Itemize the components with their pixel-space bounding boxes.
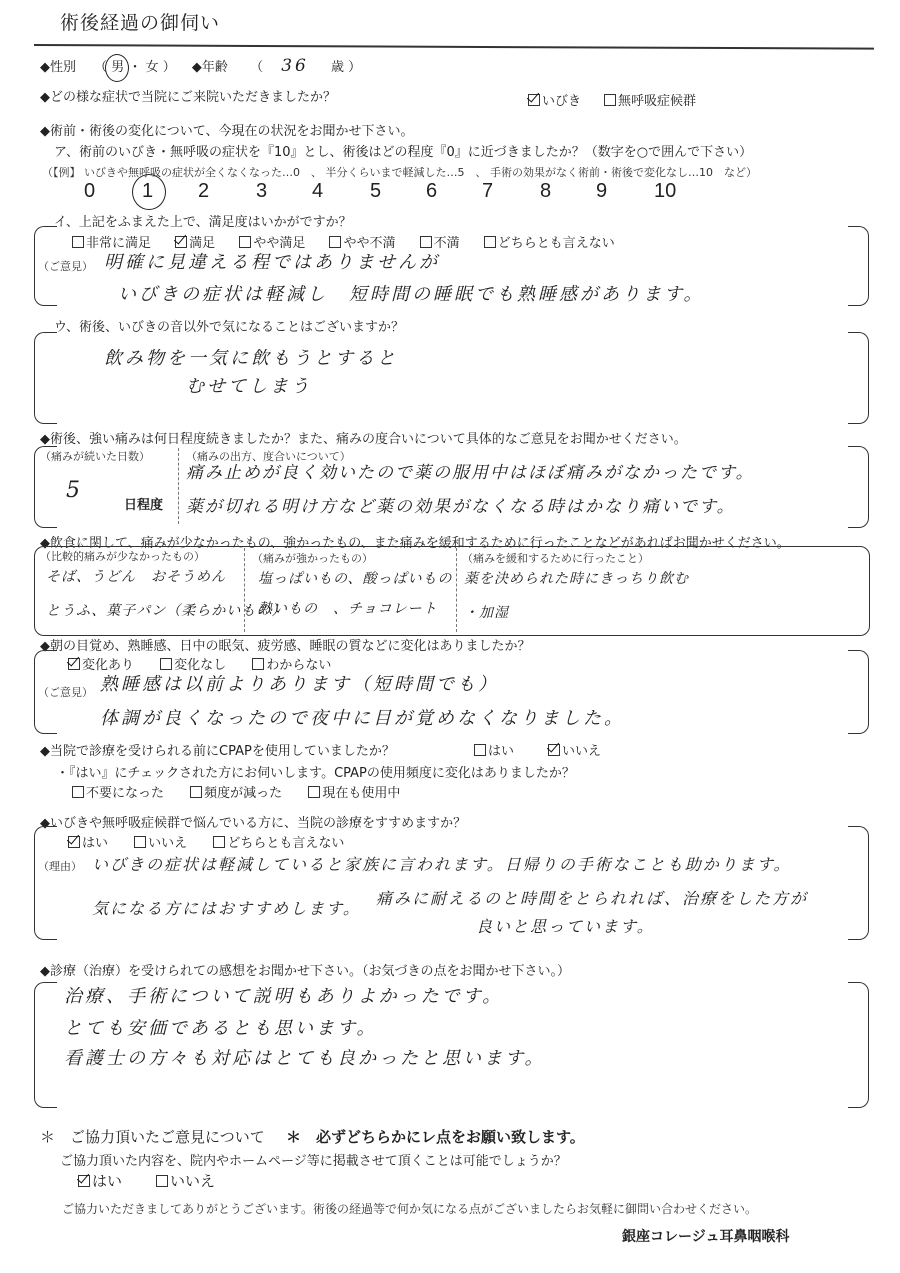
impression-question: ◆診療（治療）を受けられての感想をお聞かせ下さい。（お気づきの点をお聞かせ下さい。） (40, 964, 570, 979)
checkbox-checked-icon (68, 836, 80, 848)
age-value[interactable]: 36 (281, 56, 309, 76)
checkbox-checked-icon (548, 744, 560, 756)
food-col2-line-1[interactable]: 塩っぱいもの、酸っぱいもの (258, 571, 453, 587)
sex-close: ） (162, 60, 176, 75)
consent-option-no[interactable]: いいえ (156, 1170, 215, 1191)
scale-option-1[interactable]: 1 (142, 180, 154, 202)
other-question: ウ、術後、いびきの音以外で気になることはございますか？ (54, 320, 404, 335)
recommend-options (68, 832, 344, 851)
checkbox-icon (190, 786, 202, 798)
satisfaction-bracket-right (848, 226, 869, 306)
satisfaction-option-dis[interactable]: 不満 (420, 236, 460, 251)
satisfaction-opinion-line-2[interactable]: いびきの症状は軽減し 短時間の睡眠でも熟睡感があります。 (118, 284, 705, 305)
pain-detail-line-1[interactable]: 痛み止めが良く効いたので薬の服用中はほぼ痛みがなかったです。 (186, 463, 755, 483)
recommend-bracket-left (34, 826, 57, 940)
sex-label: ◆性別 (40, 60, 76, 75)
recommend-reason-label: （理由） (38, 860, 82, 873)
food-col2-line-2[interactable]: 熱いもの 、チョコレート (258, 601, 438, 617)
consent-heading-2: ＊ 必ずどちらかにレ点をお願い致します。 (286, 1128, 585, 1146)
satisfaction-opinion-label: （ご意見） (38, 260, 93, 273)
pain-detail-label: （痛みの出方、度合いについて） (186, 450, 351, 463)
cpap-sub-options (72, 782, 400, 801)
sex-open: （ (94, 60, 108, 75)
morning-opinion-line-2[interactable]: 体調が良くなったので夜中に目が覚めなくなりました。 (100, 708, 625, 729)
scale-option-10[interactable]: 10 (654, 180, 677, 202)
other-bracket-right (848, 332, 869, 424)
title-underline (34, 44, 874, 50)
satisfaction-question: イ、上記をふまえた上で、満足度はいかがですか？ (54, 215, 352, 230)
impression-line-3[interactable]: 看護士の方々も対応はとても良かったと思います。 (64, 1048, 546, 1069)
scale-option-2[interactable]: 2 (198, 180, 210, 202)
checkbox-icon (329, 236, 341, 248)
consent-option-yes[interactable]: はい (78, 1170, 122, 1191)
pain-days-label: （痛みが続いた日数） (40, 450, 150, 463)
checkbox-icon (134, 836, 146, 848)
morning-bracket-right (848, 650, 869, 734)
scale-option-9[interactable]: 9 (596, 180, 608, 202)
checkbox-icon (160, 658, 172, 670)
morning-option-changed[interactable]: 変化あり (68, 658, 134, 673)
sex-female-option[interactable]: 女 (145, 60, 159, 75)
sex-row (40, 56, 361, 76)
food-col2-label: （痛みが強かったもの） (252, 552, 373, 565)
food-divider-1 (244, 548, 245, 632)
checkbox-checked-icon (175, 236, 187, 248)
checkbox-icon (420, 236, 432, 248)
satisfaction-option-somewhat-dis[interactable]: やや不満 (329, 236, 395, 251)
food-col3-line-1[interactable]: 薬を決められた時にきっちり飲む (464, 571, 689, 587)
checkbox-icon (484, 236, 496, 248)
change-header: ◆術前・術後の変化について、今現在の状況をお聞かせ下さい。 (40, 124, 414, 139)
change-scale (80, 180, 720, 210)
morning-option-nochange[interactable]: 変化なし (160, 658, 226, 673)
consent-heading-1: ＊ ご協力頂いたご意見について (40, 1128, 265, 1146)
clinic-name: 銀座コレージュ耳鼻咽喉科 (622, 1229, 790, 1245)
impression-line-2[interactable]: とても安価であるとも思います。 (64, 1018, 378, 1039)
impression-line-1[interactable]: 治療、手術について説明もありよかったです。 (64, 986, 504, 1007)
scale-option-5[interactable]: 5 (370, 180, 382, 202)
other-bracket-left (34, 332, 57, 424)
scale-option-6[interactable]: 6 (426, 180, 438, 202)
checkbox-checked-icon (68, 658, 80, 670)
cpap-option-no[interactable]: いいえ (548, 740, 601, 759)
morning-opinion-line-1[interactable]: 熟睡感は以前よりあります（短時間でも） (100, 674, 499, 695)
cpap-sub-question: ・『はい』にチェックされた方にお伺いします。CPAPの使用頻度に変化はありましたか？ (56, 766, 575, 781)
scale-option-0[interactable]: 0 (84, 180, 96, 202)
food-col1-line-1[interactable]: そば、うどん おそうめん (46, 569, 226, 585)
age-label: ◆年齢 (191, 60, 228, 75)
pain-question: ◆術後、強い痛みは何日程度続きましたか？また、痛みの度合いについて具体的なご意見をお聞かせください。 (40, 432, 687, 447)
scale-option-4[interactable]: 4 (312, 180, 324, 202)
food-col3-label: （痛みを緩和するために行ったこと） (462, 552, 649, 565)
recommend-reason-line-4[interactable]: 良いと思っています。 (476, 917, 655, 936)
pain-detail-line-2[interactable]: 薬が切れる明け方など薬の効果がなくなる時はかなり痛いです。 (186, 497, 736, 517)
food-col3-line-2[interactable]: ・加湿 (464, 605, 509, 621)
pain-divider (178, 448, 179, 524)
satisfaction-option-neither[interactable]: どちらとも言えない (484, 236, 615, 251)
satisfaction-option-somewhat[interactable]: やや満足 (239, 236, 305, 251)
scale-selected-circle (132, 174, 166, 210)
checkbox-icon (239, 236, 251, 248)
food-question: ◆飲食に関して、痛みが少なかったもの、強かったもの、また痛みを緩和するために行ったことなどがあればお聞かせください。 (40, 536, 790, 551)
scale-option-8[interactable]: 8 (540, 180, 552, 202)
morning-question: ◆朝の目覚め、熟睡感、日中の眠気、疲労感、睡眠の質などに変化はありましたか？ (40, 639, 531, 654)
checkbox-icon (308, 786, 320, 798)
checkbox-icon (604, 94, 616, 106)
page-title: 術後経過の御伺い (60, 12, 221, 34)
pain-days-value[interactable]: 5 (66, 478, 83, 503)
cpap-option-yes[interactable]: はい (474, 740, 514, 759)
satisfaction-option-very[interactable]: 非常に満足 (72, 236, 151, 251)
checkbox-checked-icon (528, 94, 540, 106)
other-answer-line-2[interactable]: むせてしまう (186, 376, 312, 397)
symptom-option-ibiki[interactable]: いびき (528, 90, 581, 109)
cpap-question: ◆当院で診療を受けられる前にCPAPを使用していましたか？ (40, 744, 395, 759)
sex-sep: ・ (128, 60, 142, 75)
age-unit: 歳 (331, 60, 345, 75)
recommend-bracket-right (848, 826, 869, 940)
morning-option-unknown[interactable]: わからない (252, 658, 331, 673)
checkbox-icon (72, 786, 84, 798)
checkbox-icon (252, 658, 264, 670)
symptom-question: ◆どの様な症状で当院にご来院いただきましたか？ (40, 90, 336, 105)
impression-bracket-right (848, 982, 869, 1108)
pain-bracket-right (848, 446, 869, 528)
morning-opinion-label: （ご意見） (38, 686, 93, 699)
change-example: （【例】 いびきや無呼吸の症状が全くなくなった…0 、 半分くらいまで軽減した…5 、 手術の効果がなく術前・術後で変化なし…10 など） (42, 166, 757, 179)
food-col1-label: （比較的痛みが少なかったもの） (40, 550, 205, 563)
age-close: ） (348, 60, 362, 75)
sex-selected-circle (105, 54, 129, 82)
footer-thanks: ご協力いただきましてありがとうございます。術後の経過等で何か気になる点がございましたらお気軽に御問い合わせください。 (62, 1202, 758, 1216)
recommend-option-neither[interactable]: どちらとも言えない (213, 836, 344, 851)
food-divider-2 (456, 548, 457, 632)
age-open: （ (250, 60, 264, 75)
consent-question: ご協力頂いた内容を、院内やホームページ等に掲載させて頂くことは可能でしょうか？ (60, 1154, 567, 1169)
pain-days-unit: 日程度 (124, 498, 164, 513)
sex-male-option[interactable]: 男 (111, 60, 124, 75)
cpap-sub-option-still[interactable]: 現在も使用中 (308, 786, 400, 801)
symptom-option-apnea[interactable]: 無呼吸症候群 (604, 90, 696, 109)
recommend-reason-line-2[interactable]: 気になる方にはおすすめします。 (92, 899, 361, 918)
checkbox-icon (72, 236, 84, 248)
recommend-question: ◆いびきや無呼吸症候群で悩んでいる方に、当院の診療をすすめますか？ (40, 816, 467, 831)
recommend-reason-line-3[interactable]: 痛みに耐えるのと時間をとられれば、治療をした方が (376, 889, 809, 908)
change-question-a: ア、術前のいびき・無呼吸の症状を『10』とし、術後はどの程度『0』に近づきましたか？（数字を○で囲んで下さい） (54, 145, 753, 160)
recommend-option-yes[interactable]: はい (68, 836, 108, 851)
food-col1-line-2[interactable]: とうふ、菓子パン（柔らかいもの） (46, 603, 287, 619)
checkbox-icon (156, 1175, 168, 1187)
checkbox-icon (213, 836, 225, 848)
other-answer-line-1[interactable]: 飲み物を一気に飲もうとすると (104, 348, 398, 369)
cpap-sub-option-reduced[interactable]: 頻度が減った (190, 786, 282, 801)
impression-bracket-left (34, 982, 57, 1108)
checkbox-checked-icon (78, 1175, 90, 1187)
satisfaction-option-satisfied[interactable]: 満足 (175, 236, 215, 251)
recommend-option-no[interactable]: いいえ (134, 836, 187, 851)
satisfaction-opinion-line-1[interactable]: 明確に見違える程ではありませんが (104, 252, 440, 273)
scale-option-7[interactable]: 7 (482, 180, 494, 202)
recommend-reason-line-1[interactable]: いびきの症状は軽減していると家族に言われます。日帰りの手術なことも助かります。 (92, 855, 792, 874)
scale-option-3[interactable]: 3 (256, 180, 268, 202)
cpap-sub-option-unneeded[interactable]: 不要になった (72, 786, 164, 801)
checkbox-icon (474, 744, 486, 756)
